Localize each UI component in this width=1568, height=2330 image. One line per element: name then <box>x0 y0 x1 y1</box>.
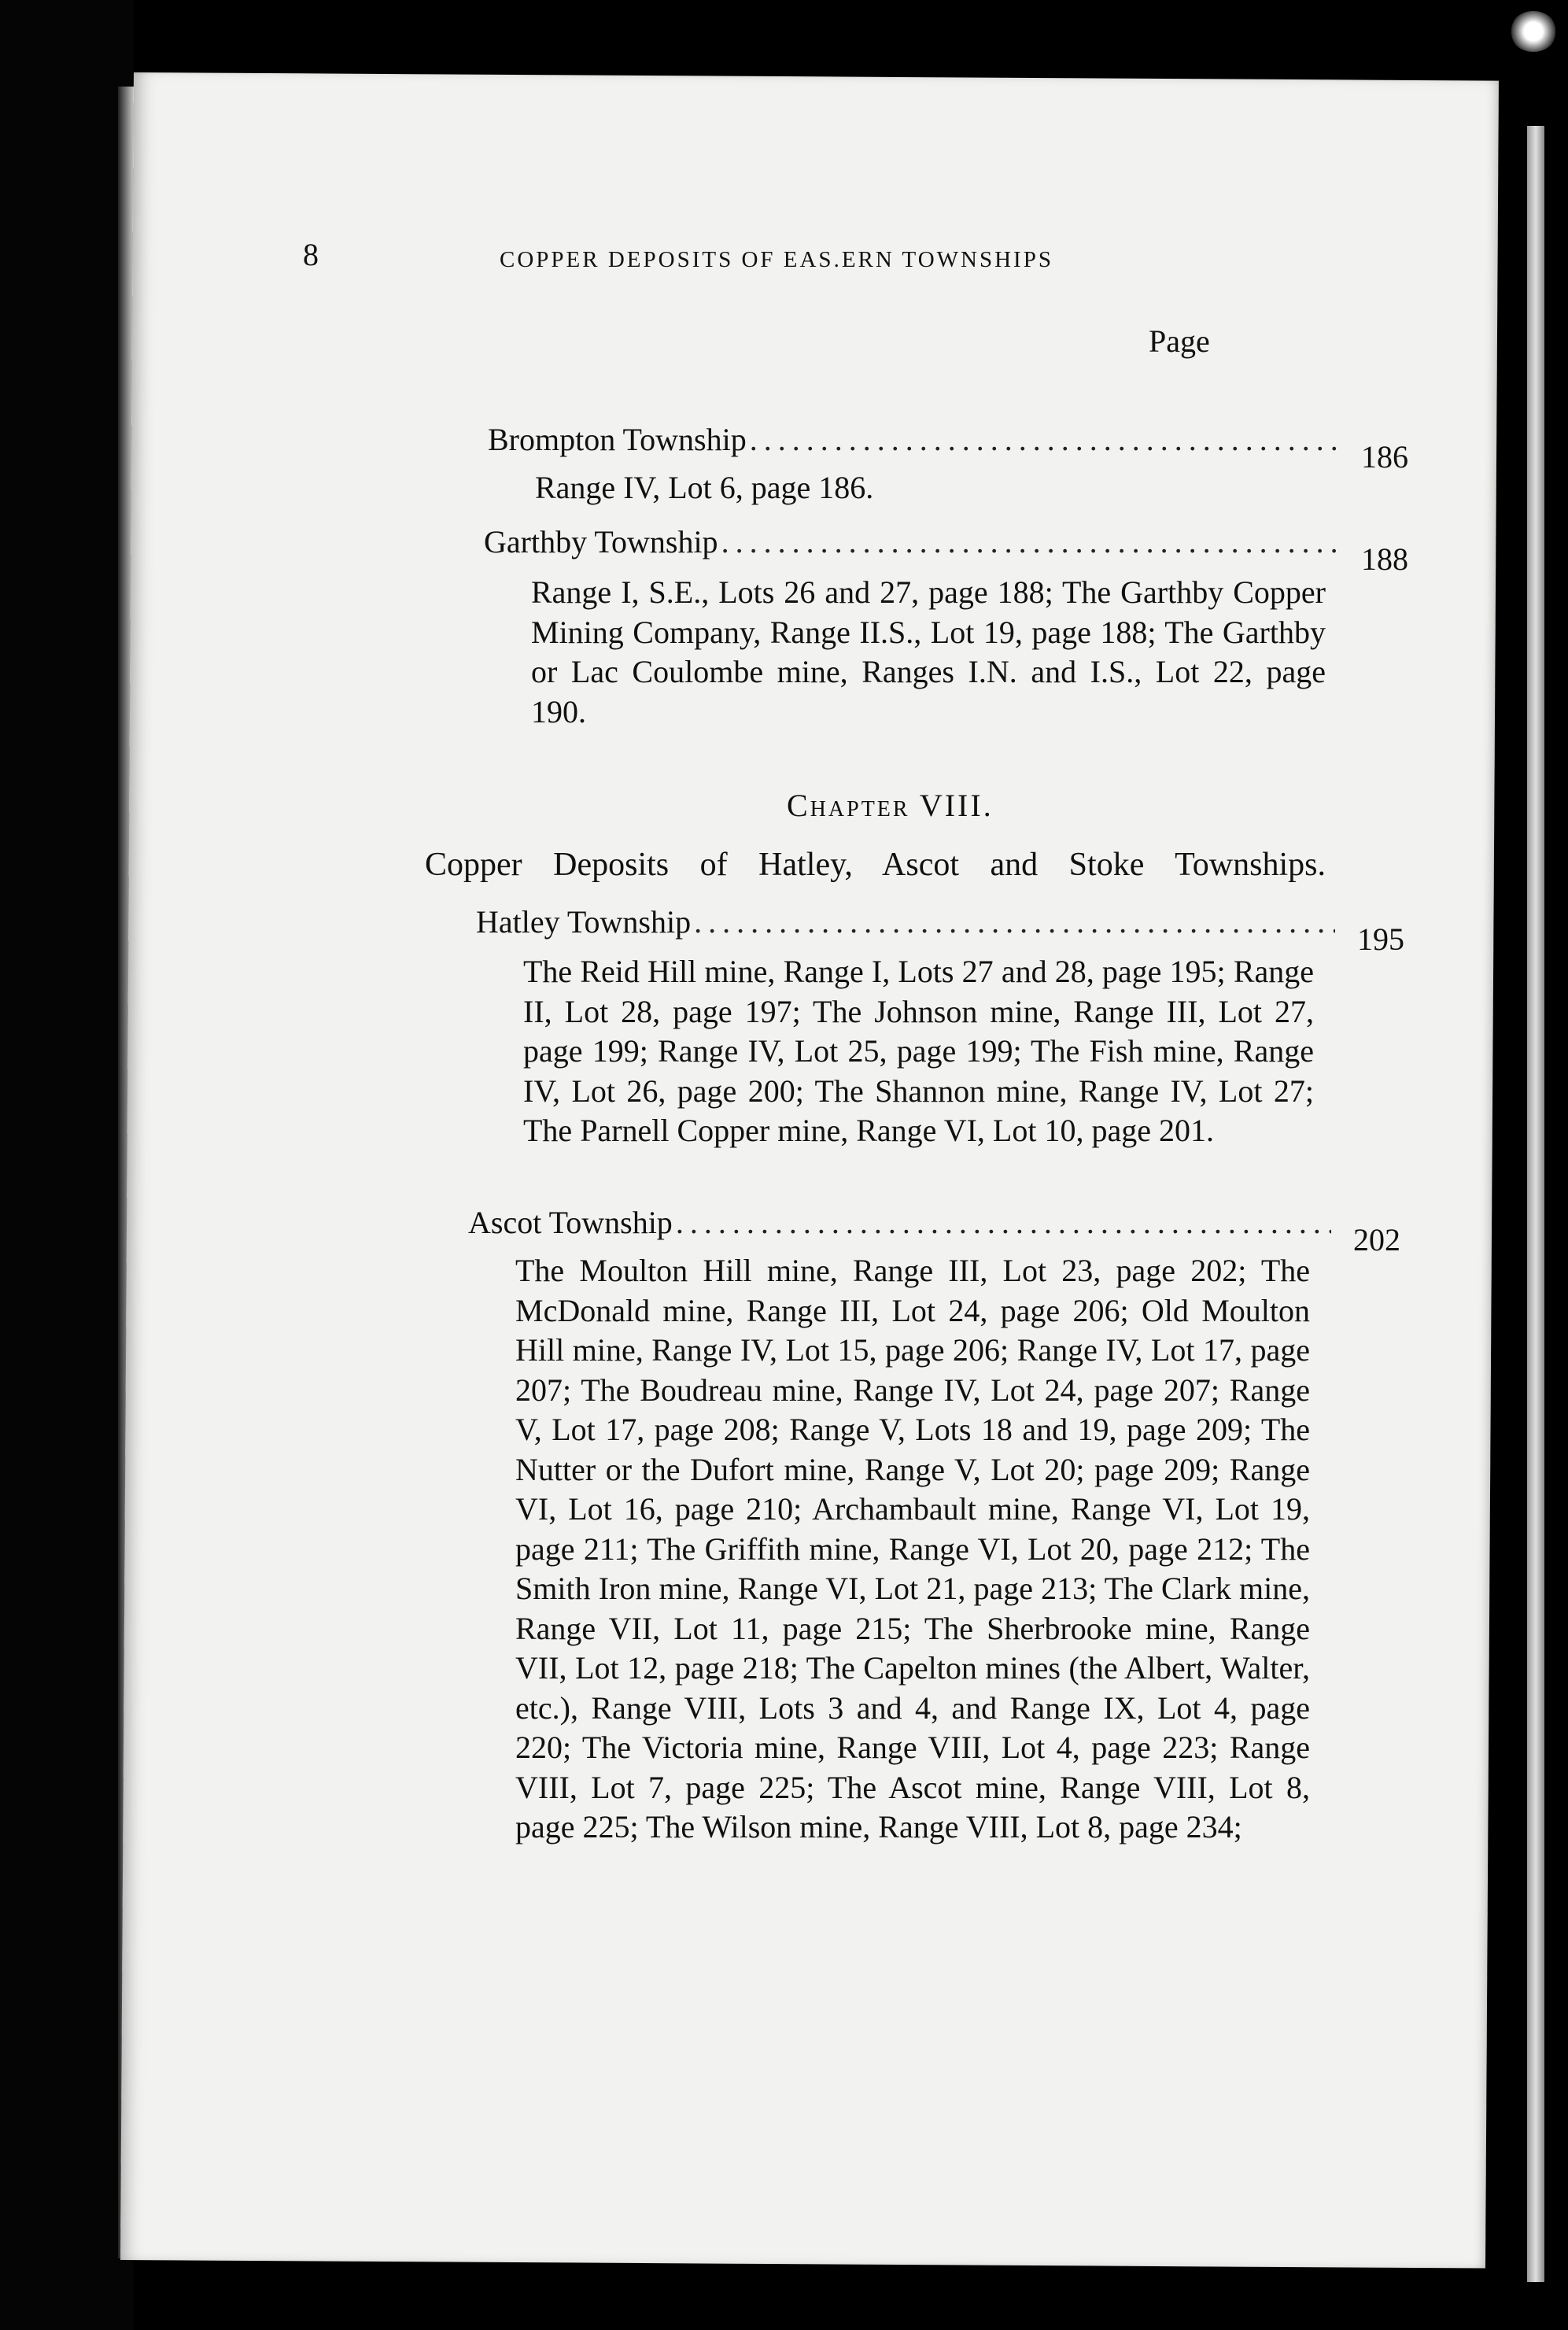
toc-entry-description: Range IV, Lot 6, page 186. <box>535 470 874 505</box>
toc-entry-title: Garthby Township <box>484 524 718 559</box>
toc-entry-title: Brompton Township <box>488 422 747 457</box>
toc-leader-dots <box>676 1204 1331 1241</box>
toc-entry-description: The Moulton Hill mine, Range III, Lot 23, page 202; The McDonald mine, Range III, Lot 24, page 206; Old Moulton Hill mine, Range IV, Lot 15, page 206; Range IV, Lot 17, page 207; The Boudreau mine, Range IV, Lot 24, page 207; Range V, Lot 17, page 208; Range V, Lots 18 and 19, page 209; The Nutter or the Dufort mine, Range V, Lot 20; page 209; Range VI, Lot 16, page 210; Archambault mine, Range VI, Lot 19, page 211; The Griffith mine, Range VI, Lot 20, page 212; The Smith Iron mine, Range VI, Lot 21, page 213; The Clark mine, Range VII, Lot 11, page 215; The Sherbrooke mine, Range VII, Lot 12, page 218; The Capelton mines (the Albert, Walter, etc.), Range VIII, Lots 3 and 4, and Range IX, Lot 4, page 220; The Victoria mine, Range VIII, Lot 4, page 223; Range VIII, Lot 7, page 225; The Ascot mine, Range VIII, Lot 8, page 225; The Wilson mine, Range VIII, Lot 8, page 234; <box>515 1253 1310 1844</box>
toc-leader-dots <box>694 903 1335 940</box>
toc-page-number: 202 <box>1353 1222 1400 1257</box>
page-edge-right <box>1527 126 1544 2282</box>
page-column-label: Page <box>1149 323 1210 359</box>
toc-entry-title: Hatley Township <box>476 904 692 940</box>
page-number: 8 <box>303 237 319 272</box>
chapter-title: Copper Deposits of Hatley, Ascot and Stoke Townships. <box>425 847 1326 883</box>
toc-entry-brompton <box>488 421 1408 474</box>
toc-leader-dots <box>750 421 1339 458</box>
running-head <box>303 236 1357 283</box>
toc-page-number: 188 <box>1361 541 1408 577</box>
chapter-heading: Chapter VIII. <box>787 788 994 823</box>
toc-entry-description: Range I, S.E., Lots 26 and 27, page 188; The Garthby Copper Mining Company, Range II.S., Lot 19, page 188; The Garthby or Lac Coulombe mine, Ranges I.N. and I.S., Lot 22, page 190. <box>531 574 1326 729</box>
scan-blot <box>1510 11 1557 52</box>
book-page <box>120 72 1499 2269</box>
toc-entry-ascot <box>468 1204 1400 1257</box>
toc-entry-hatley <box>476 903 1404 957</box>
toc-entry-title: Ascot Township <box>468 1205 673 1240</box>
toc-page-number: 195 <box>1357 921 1404 957</box>
toc-entry-garthby <box>484 523 1408 577</box>
toc-leader-dots <box>721 523 1339 560</box>
toc-entry-description: The Reid Hill mine, Range I, Lots 27 and 28, page 195; Range II, Lot 28, page 197; The Johnson mine, Range III, Lot 27, page 199; Range IV, Lot 25, page 199; The Fish mine, Range IV, Lot 26, page 200; The Shannon mine, Range IV, Lot 27; The Parnell Copper mine, Range VI, Lot 10, page 201. <box>523 954 1314 1148</box>
scan-background <box>0 0 134 2330</box>
running-title: COPPER DEPOSITS OF EAS.ERN TOWNSHIPS <box>500 247 1053 272</box>
toc-page-number: 186 <box>1361 439 1408 474</box>
